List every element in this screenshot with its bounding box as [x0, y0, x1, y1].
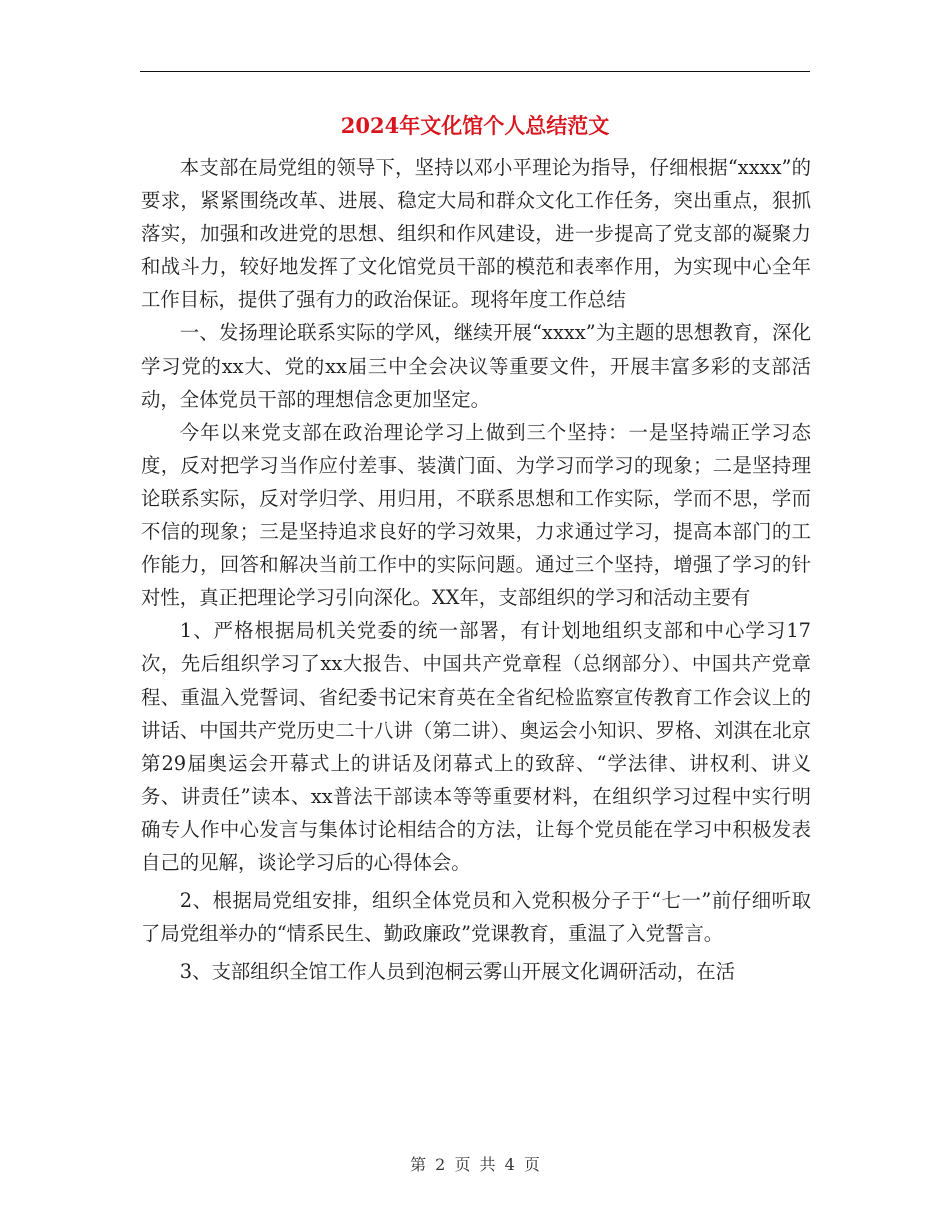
paragraph-item-3: 3、支部组织全馆工作人员到泡桐云雾山开展文化调研活动，在活 — [179, 960, 736, 984]
paragraph-item-2: 2、根据局党组安排，组织全体党员和入党积极分子于“七一”前仔细听取了局党组举办的“情系民生、勤政廉政”党课教育，重温了入党誓言。 — [141, 889, 811, 946]
page-number-footer: 第 2 页 共 4 页 — [410, 1155, 540, 1174]
header-rule — [140, 71, 810, 72]
paragraph-section-1: 一、发扬理论联系实际的学风，继续开展“xxxx”为主题的思想教育，深化学习党的xx大、党的xx届三中全会决议等重要文件，开展丰富多彩的支部活动，全体党员干部的理想信念更加坚定。 — [141, 321, 811, 411]
paragraph-three-persists: 今年以来党支部在政治理论学习上做到三个坚持：一是坚持端正学习态度，反对把学习当作应付差事、装潢门面、为学习而学习的现象；二是坚持理论联系实际，反对学归学、用归用，不联系思想和工作实际，学而不思，学而不信的现象；三是坚持追求良好的学习效果，力求通过学习，提高本部门的工作能力，回答和解决当前工作中的实际问题。通过三个坚持，增强了学习的针对性，真正把理论学习引向深化。XX年，支部组织的学习和活动主要有 — [141, 420, 811, 610]
document-title: 2024年文化馆个人总结范文 — [340, 113, 610, 138]
paragraph-item-1: 1、严格根据局机关党委的统一部署，有计划地组织支部和中心学习17次，先后组织学习了xx大报告、中国共产党章程（总纲部分）、中国共产党章程、重温入党誓词、省纪委书记宋育英在全省纪检监察宣传教育工作会议上的讲话、中国共产党历史二十八讲（第二讲）、奥运会小知识、罗格、刘淇在北京第29届奥运会开幕式上的讲话及闭幕式上的致辞、“学法律、讲权利、讲义务、讲责任”读本、xx普法干部读本等等重要材料，在组织学习过程中实行明确专人作中心发言与集体讨论相结合的方法，让每个党员能在学习中积极发表自己的见解，谈论学习后的心得体会。 — [141, 619, 811, 874]
document-body — [141, 151, 811, 988]
paragraph-intro: 本支部在局党组的领导下，坚持以邓小平理论为指导，仔细根据“xxxx”的要求，紧紧围绕改革、进展、稳定大局和群众文化工作任务，突出重点，狠抓落实，加强和改进党的思想、组织和作风建设，进一步提高了党支部的凝聚力和战斗力，较好地发挥了文化馆党员干部的模范和表率作用，为实现中心全年工作目标，提供了强有力的政治保证。现将年度工作总结 — [141, 156, 811, 312]
